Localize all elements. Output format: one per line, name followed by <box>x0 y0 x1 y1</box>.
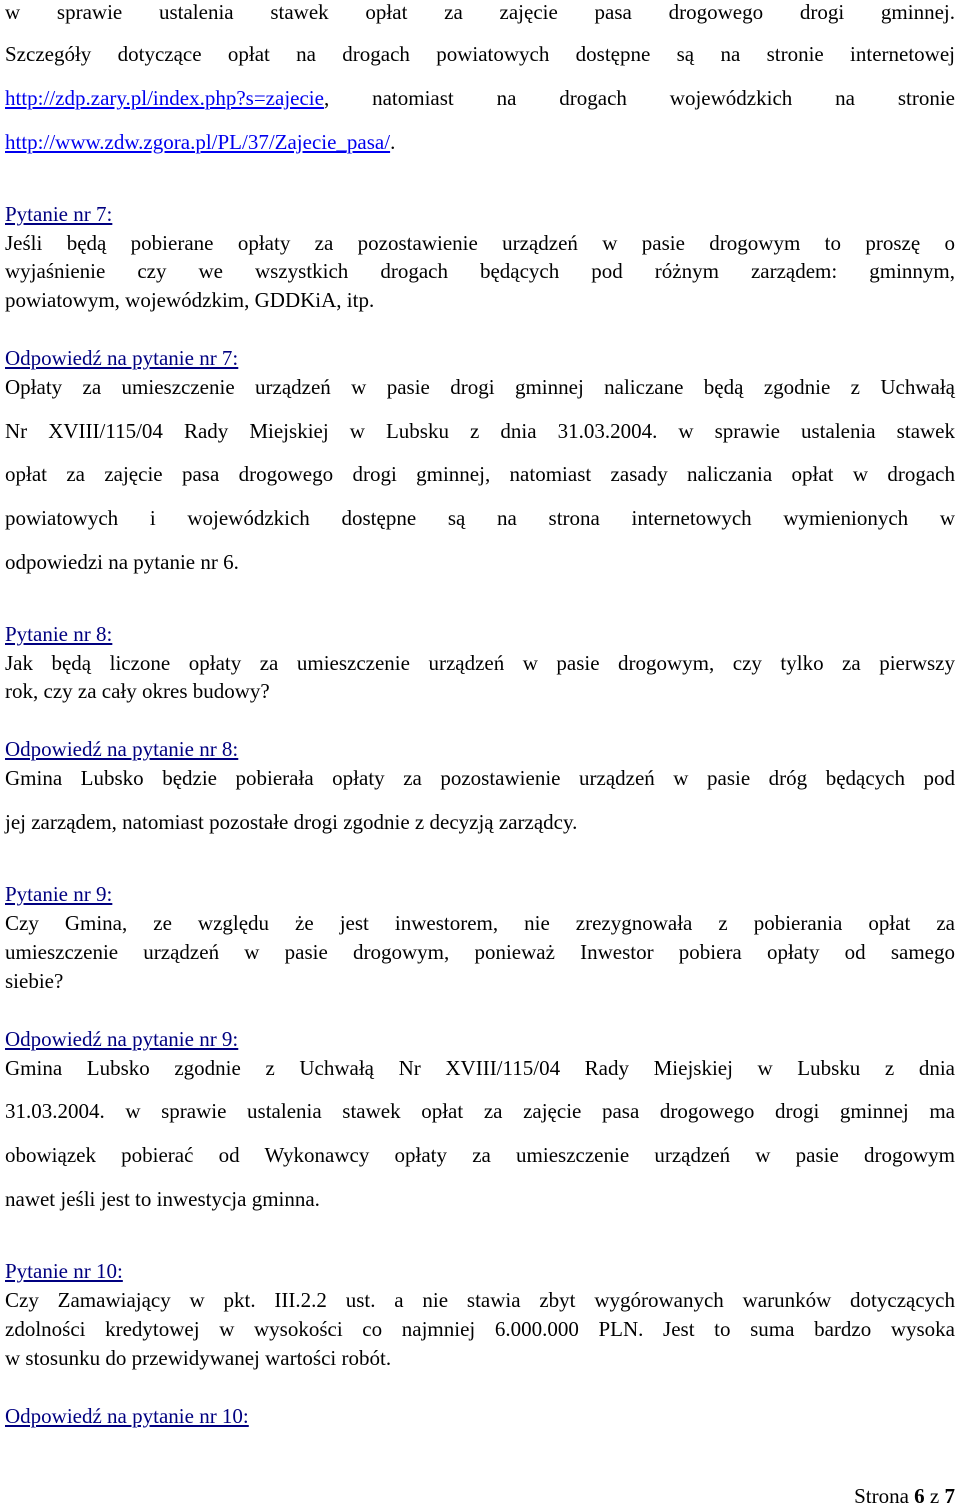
answer-9-line-4: nawet jeśli jest to inwestycja gminna. <box>5 1187 320 1211</box>
question-9-line-2: umieszczenie urządzeń w pasie drogowym, ponieważ Inwestor pobiera opłaty od samego <box>5 940 955 964</box>
intro-line-2: Szczegóły dotyczące opłat na drogach powiatowych dostępne są na stronie internetowej <box>5 42 955 66</box>
answer-10-heading: Odpowiedź na pytanie nr 10: <box>5 1404 249 1428</box>
question-9-heading: Pytanie nr 9: <box>5 882 113 906</box>
answer-9-heading: Odpowiedź na pytanie nr 9: <box>5 1027 239 1051</box>
answer-7-heading: Odpowiedź na pytanie nr 7: <box>5 346 239 370</box>
answer-9-line-2: 31.03.2004. w sprawie ustalenia stawek opłat za zajęcie pasa drogowego drogi gminnej ma <box>5 1099 955 1123</box>
question-7-line-3: powiatowym, wojewódzkim, GDDKiA, itp. <box>5 288 375 312</box>
intro-line-4 <box>5 130 955 154</box>
question-9-line-1: Czy Gmina, ze względu że jest inwestorem, nie zrezygnowała z pobierania opłat za <box>5 911 955 935</box>
answer-9-line-3: obowiązek pobierać od Wykonawcy opłaty za umieszczenie urządzeń w pasie drogowym <box>5 1143 955 1167</box>
page-number <box>854 1484 955 1508</box>
intro-line-1: w sprawie ustalenia stawek opłat za zajęcie pasa drogowego drogi gminnej. <box>5 0 955 24</box>
intro-line-4-rest: . <box>390 130 396 154</box>
question-10-line-1: Czy Zamawiający w pkt. III.2.2 ust. a nie stawia zbyt wygórowanych warunków dotyczących <box>5 1288 955 1312</box>
zdw-link[interactable]: http://www.zdw.zgora.pl/PL/37/Zajecie_pasa/ <box>5 130 391 154</box>
answer-7-line-2: Nr XVIII/115/04 Rady Miejskiej w Lubsku z dnia 31.03.2004. w sprawie ustalenia stawek <box>5 419 955 443</box>
question-8-heading: Pytanie nr 8: <box>5 622 113 646</box>
answer-8-line-2: jej zarządem, natomiast pozostałe drogi zgodnie z decyzją zarządcy. <box>5 810 578 834</box>
answer-7-line-1: Opłaty za umieszczenie urządzeń w pasie drogi gminnej naliczane będą zgodnie z Uchwałą <box>5 375 955 399</box>
intro-line-3 <box>5 86 955 110</box>
answer-7-line-5: odpowiedzi na pytanie nr 6. <box>5 550 239 574</box>
page-number-prefix: Strona <box>854 1484 915 1508</box>
answer-9-line-1: Gmina Lubsko zgodnie z Uchwałą Nr XVIII/115/04 Rady Miejskiej w Lubsku z dnia <box>5 1056 955 1080</box>
question-9-line-3: siebie? <box>5 969 64 993</box>
question-10-heading: Pytanie nr 10: <box>5 1259 123 1283</box>
intro-line-3-rest: , natomiast na drogach wojewódzkich na stronie <box>323 86 955 110</box>
question-10-line-3: w stosunku do przewidywanej wartości robót. <box>5 1346 392 1370</box>
question-10-line-2: zdolności kredytowej w wysokości co najmniej 6.000.000 PLN. Jest to suma bardzo wysoka <box>5 1317 955 1341</box>
answer-7-line-4: powiatowych i wojewódzkich dostępne są na strona internetowych wymienionych w <box>5 506 955 530</box>
answer-8-line-1: Gmina Lubsko będzie pobierała opłaty za pozostawienie urządzeń w pasie dróg będących pod <box>5 766 955 790</box>
page-number-total: 7 <box>944 1484 955 1508</box>
question-8-line-1: Jak będą liczone opłaty za umieszczenie urządzeń w pasie drogowym, czy tylko za pierwszy <box>5 651 955 675</box>
page-number-current: 6 <box>914 1484 925 1508</box>
answer-8-heading: Odpowiedź na pytanie nr 8: <box>5 737 239 761</box>
question-7-line-2: wyjaśnienie czy we wszystkich drogach będących pod różnym zarządem: gminnym, <box>5 259 955 283</box>
question-7-heading: Pytanie nr 7: <box>5 202 113 226</box>
answer-7-line-3: opłat za zajęcie pasa drogowego drogi gminnej, natomiast zasady naliczania opłat w drogach <box>5 462 955 486</box>
zdp-link[interactable]: http://zdp.zary.pl/index.php?s=zajecie <box>5 86 324 110</box>
question-8-line-2: rok, czy za cały okres budowy? <box>5 679 270 703</box>
page-number-middle: z <box>924 1484 945 1508</box>
question-7-line-1: Jeśli będą pobierane opłaty za pozostawienie urządzeń w pasie drogowym to proszę o <box>5 231 955 255</box>
